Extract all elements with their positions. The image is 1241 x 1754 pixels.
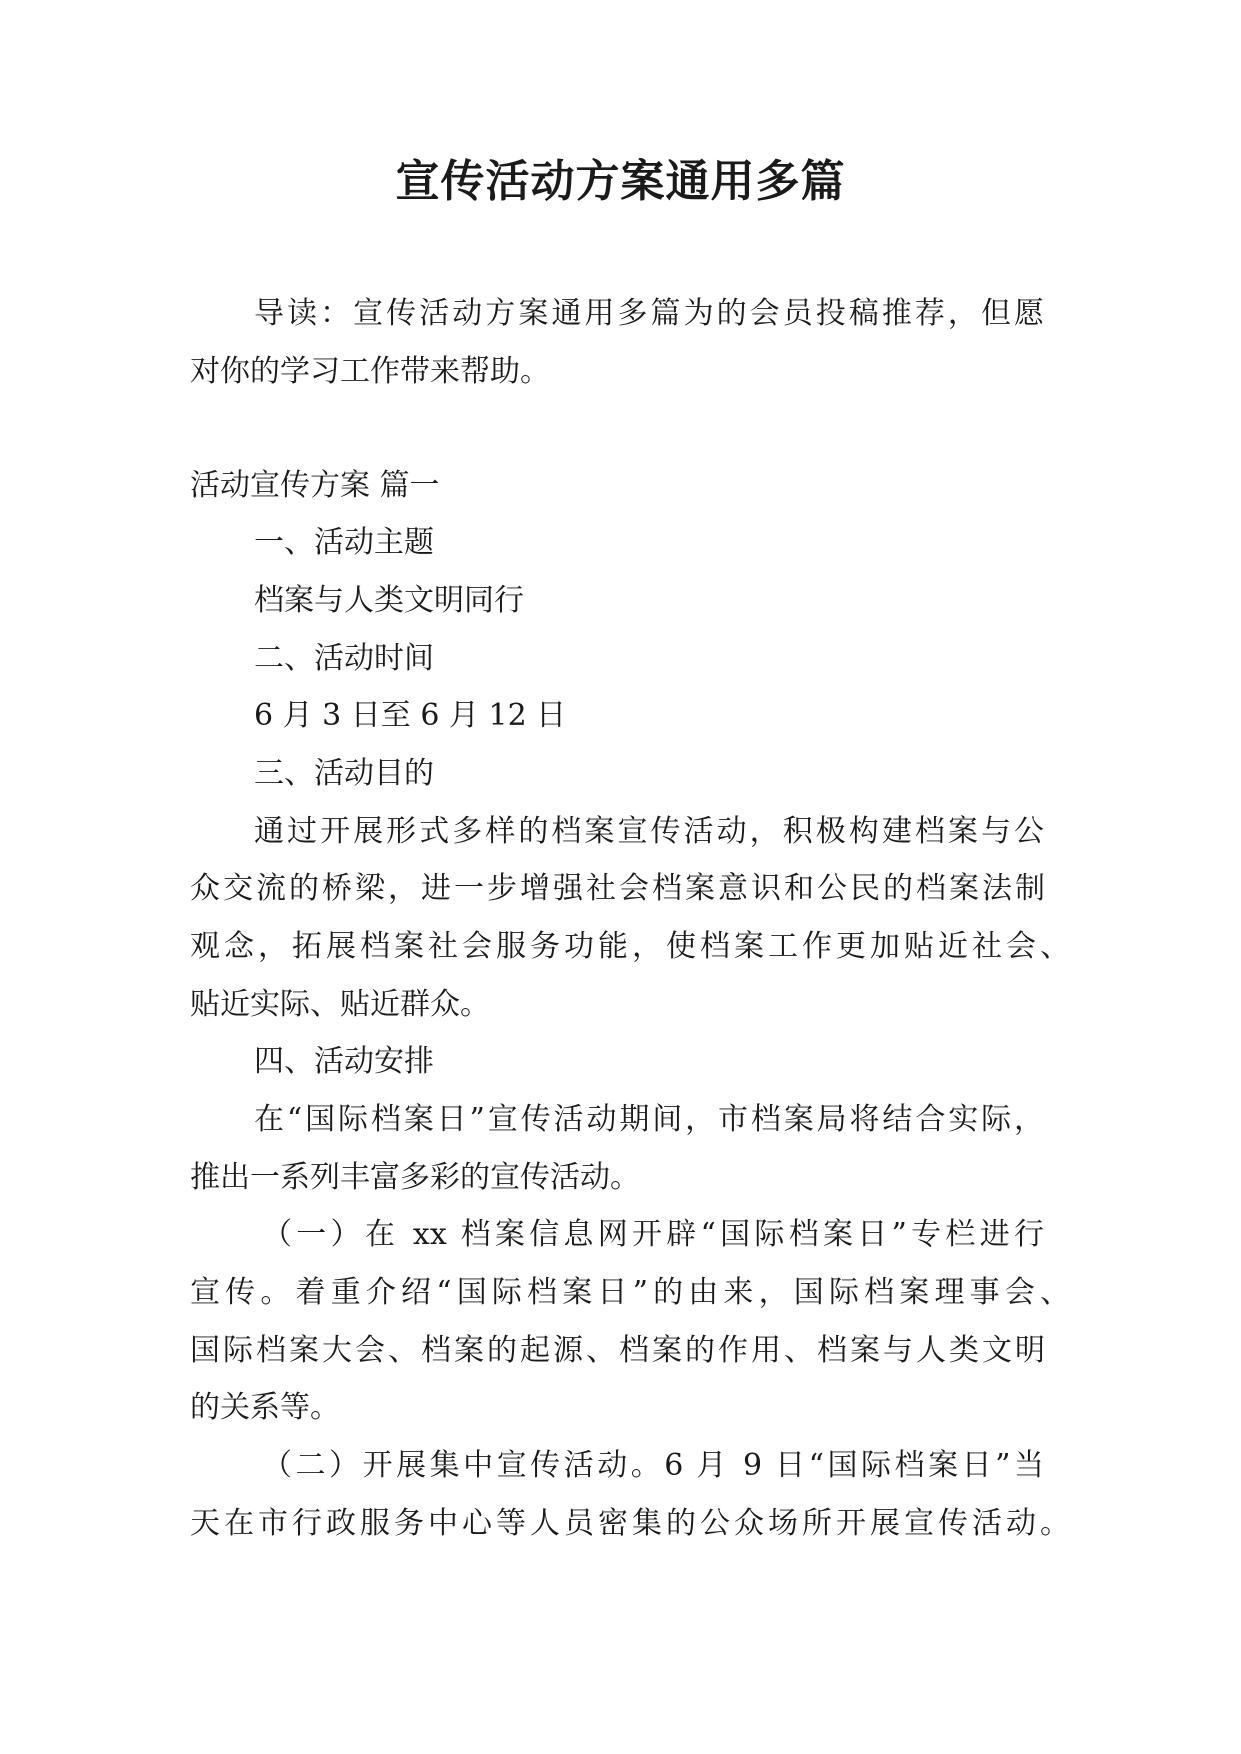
item1-line-4: 的关系等。 xyxy=(190,1390,340,1425)
time-text: 6 月 3 日至 6 月 12 日 xyxy=(254,698,567,733)
purpose-line-3: 观念，拓展档案社会服务功能，使档案工作更加贴近社会、 xyxy=(190,929,1070,964)
intro-line-1: 导读：宣传活动方案通用多篇为的会员投稿推荐，但愿 xyxy=(254,296,1044,331)
item1-line-2: 宣传。着重介绍“国际档案日”的由来，国际档案理事会、 xyxy=(190,1275,1070,1310)
arrangement-line-1: 在“国际档案日”宣传活动期间，市档案局将结合实际， xyxy=(254,1102,1044,1137)
theme-text: 档案与人类文明同行 xyxy=(254,583,524,618)
purpose-line-4: 贴近实际、贴近群众。 xyxy=(190,987,490,1022)
section-heading: 活动宣传方案 篇一 xyxy=(190,468,440,503)
item1-line-3: 国际档案大会、档案的起源、档案的作用、档案与人类文明 xyxy=(190,1333,1045,1368)
heading-purpose: 三、活动目的 xyxy=(254,756,434,791)
purpose-line-2: 众交流的桥梁，进一步增强社会档案意识和公民的档案法制 xyxy=(190,871,1045,906)
heading-theme: 一、活动主题 xyxy=(254,525,434,560)
heading-time: 二、活动时间 xyxy=(254,641,434,676)
item2-line-1: （二）开展集中宣传活动。6 月 9 日“国际档案日”当 xyxy=(262,1448,1044,1483)
item2-line-2: 天在市行政服务中心等人员密集的公众场所开展宣传活动。 xyxy=(190,1506,1070,1541)
heading-arrangement: 四、活动安排 xyxy=(254,1044,434,1079)
intro-line-2: 对你的学习工作带来帮助。 xyxy=(190,354,550,389)
document-title: 宣传活动方案通用多篇 xyxy=(395,156,846,207)
arrangement-line-2: 推出一系列丰富多彩的宣传活动。 xyxy=(190,1160,640,1195)
item1-line-1: （一）在 xx 档案信息网开辟“国际档案日”专栏进行 xyxy=(262,1217,1044,1252)
purpose-line-1: 通过开展形式多样的档案宣传活动，积极构建档案与公 xyxy=(254,814,1044,849)
